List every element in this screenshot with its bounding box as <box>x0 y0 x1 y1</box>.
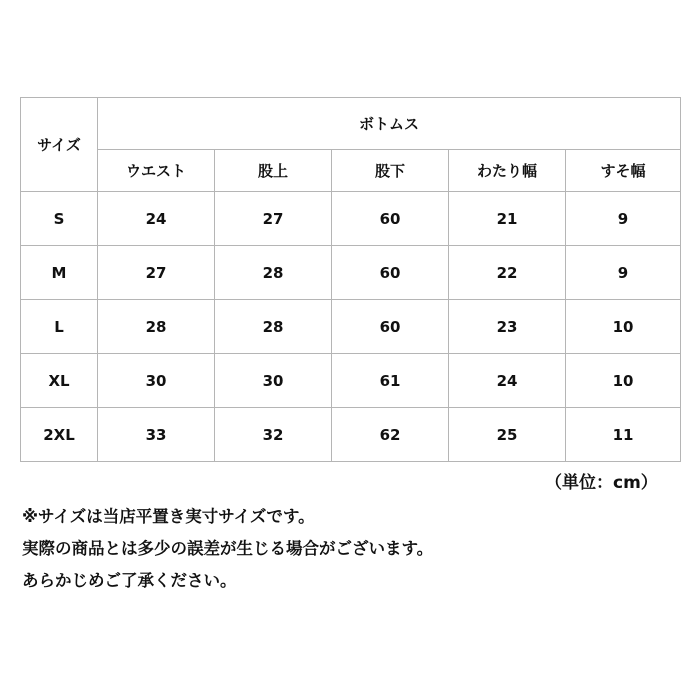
row-size-label: S <box>21 192 98 246</box>
table-cell: 9 <box>566 246 681 300</box>
table-cell: 11 <box>566 408 681 462</box>
column-header-thigh-width: わたり幅 <box>449 150 566 192</box>
table-cell: 9 <box>566 192 681 246</box>
bottoms-group-header: ボトムス <box>98 98 681 150</box>
unit-note: （単位：cm） <box>545 473 658 493</box>
table-row <box>21 192 681 246</box>
size-notes <box>22 501 433 597</box>
table-row <box>21 408 681 462</box>
note-line: あらかじめご了承ください。 <box>22 571 237 590</box>
table-row <box>21 354 681 408</box>
table-cell: 30 <box>98 354 215 408</box>
table-cell: 10 <box>566 300 681 354</box>
row-size-label: XL <box>21 354 98 408</box>
table-cell: 60 <box>332 300 449 354</box>
row-size-label: M <box>21 246 98 300</box>
table-row <box>21 246 681 300</box>
column-header-waist: ウエスト <box>98 150 215 192</box>
column-header-hem-width: すそ幅 <box>566 150 681 192</box>
row-size-label: 2XL <box>21 408 98 462</box>
table-cell: 60 <box>332 246 449 300</box>
column-header-inseam: 股下 <box>332 150 449 192</box>
size-header-cell: サイズ <box>21 98 98 192</box>
table-cell: 60 <box>332 192 449 246</box>
table-cell: 23 <box>449 300 566 354</box>
table-header-row <box>21 98 681 150</box>
table-row <box>21 300 681 354</box>
table-cell: 33 <box>98 408 215 462</box>
row-size-label: L <box>21 300 98 354</box>
table-cell: 22 <box>449 246 566 300</box>
table-cell: 61 <box>332 354 449 408</box>
table-cell: 27 <box>98 246 215 300</box>
size-chart-table <box>20 97 681 462</box>
column-header-row <box>21 150 681 192</box>
table-cell: 28 <box>215 246 332 300</box>
table-cell: 24 <box>98 192 215 246</box>
note-line: ※サイズは当店平置き実寸サイズです。 <box>22 507 315 526</box>
table-cell: 24 <box>449 354 566 408</box>
table-cell: 32 <box>215 408 332 462</box>
note-line: 実際の商品とは多少の誤差が生じる場合がございます。 <box>22 539 434 558</box>
table-cell: 62 <box>332 408 449 462</box>
table-cell: 10 <box>566 354 681 408</box>
table-cell: 30 <box>215 354 332 408</box>
table-cell: 25 <box>449 408 566 462</box>
table-cell: 28 <box>98 300 215 354</box>
table-cell: 27 <box>215 192 332 246</box>
table-cell: 28 <box>215 300 332 354</box>
column-header-rise: 股上 <box>215 150 332 192</box>
table-cell: 21 <box>449 192 566 246</box>
